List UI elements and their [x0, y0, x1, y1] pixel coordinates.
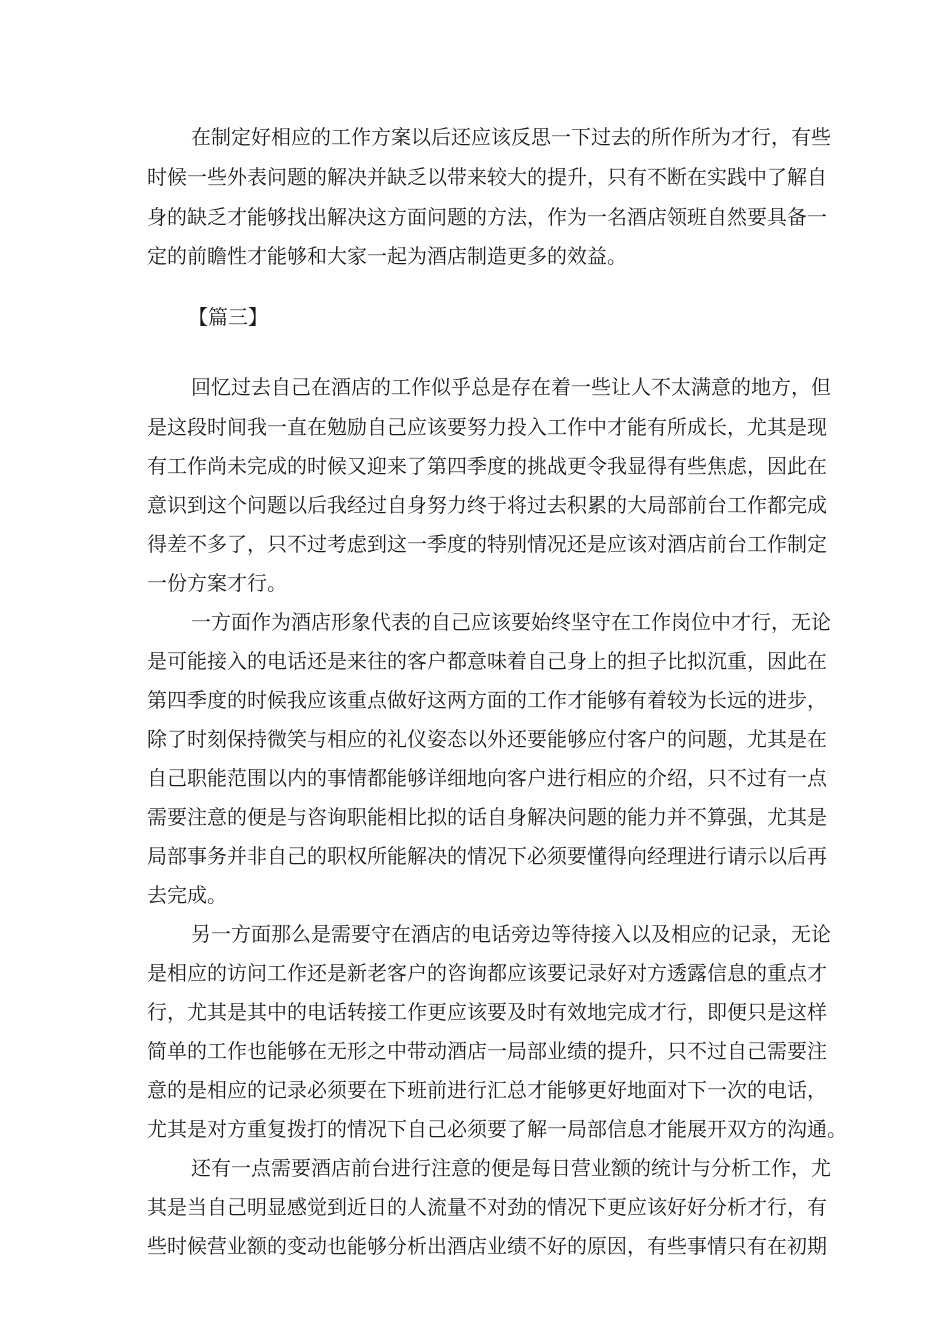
paragraph-5-line-2: 其是当自己明显感觉到近日的人流量不对劲的情况下更应该好好分析才行，有	[147, 1195, 827, 1219]
paragraph-3-line-7: 局部事务并非自己的职权所能解决的情况下必须要懂得向经理进行请示以后再	[147, 844, 827, 868]
paragraph-3-line-6: 需要注意的便是与咨询职能相比拟的话自身解决问题的能力并不算强，尤其是	[147, 805, 827, 829]
paragraph-3-line-3: 第四季度的时候我应该重点做好这两方面的工作才能够有着较为长远的进步，	[147, 688, 827, 712]
paragraph-4-line-1: 另一方面那么是需要守在酒店的电话旁边等待接入以及相应的记录，无论	[191, 922, 831, 946]
paragraph-1-line-3: 身的缺乏才能够找出解决这方面问题的方法，作为一名酒店领班自然要具备一	[147, 205, 827, 229]
paragraph-2-line-2: 是这段时间我一直在勉励自己应该要努力投入工作中才能有所成长，尤其是现	[147, 415, 827, 439]
paragraph-3-line-5: 自己职能范围以内的事情都能够详细地向客户进行相应的介绍，只不过有一点	[147, 766, 827, 790]
paragraph-3-line-1: 一方面作为酒店形象代表的自己应该要始终坚守在工作岗位中才行，无论	[191, 610, 831, 634]
paragraph-5-line-3: 些时候营业额的变动也能够分析出酒店业绩不好的原因，有些事情只有在初期	[147, 1234, 827, 1258]
paragraph-2-line-6: 一份方案才行。	[147, 571, 287, 595]
section-heading: 【篇三】	[188, 305, 268, 329]
paragraph-4-line-6: 尤其是对方重复拨打的情况下自己必须要了解一局部信息才能展开双方的沟通。	[147, 1117, 847, 1141]
paragraph-1-line-2: 时候一些外表问题的解决并缺乏以带来较大的提升，只有不断在实践中了解自	[147, 165, 827, 189]
paragraph-3-line-2: 是可能接入的电话还是来往的客户都意味着自己身上的担子比拟沉重，因此在	[147, 649, 827, 673]
paragraph-4-line-4: 简单的工作也能够在无形之中带动酒店一局部业绩的提升，只不过自己需要注	[147, 1039, 827, 1063]
paragraph-2-line-3: 有工作尚未完成的时候又迎来了第四季度的挑战更令我显得有些焦虑，因此在	[147, 454, 827, 478]
paragraph-3-line-4: 除了时刻保持微笑与相应的礼仪姿态以外还要能够应付客户的问题，尤其是在	[147, 727, 827, 751]
paragraph-3-line-8: 去完成。	[147, 883, 227, 907]
paragraph-1-line-1: 在制定好相应的工作方案以后还应该反思一下过去的所作所为才行，有些	[191, 125, 831, 149]
paragraph-4-line-5: 意的是相应的记录必须要在下班前进行汇总才能够更好地面对下一次的电话，	[147, 1078, 827, 1102]
paragraph-1-line-4: 定的前瞻性才能够和大家一起为酒店制造更多的效益。	[147, 244, 627, 268]
paragraph-2-line-5: 得差不多了，只不过考虑到这一季度的特别情况还是应该对酒店前台工作制定	[147, 532, 827, 556]
paragraph-2-line-4: 意识到这个问题以后我经过自身努力终于将过去积累的大局部前台工作都完成	[147, 493, 827, 517]
paragraph-2-line-1: 回忆过去自己在酒店的工作似乎总是存在着一些让人不太满意的地方，但	[191, 375, 831, 399]
paragraph-4-line-2: 是相应的访问工作还是新老客户的咨询都应该要记录好对方透露信息的重点才	[147, 961, 827, 985]
paragraph-5-line-1: 还有一点需要酒店前台进行注意的便是每日营业额的统计与分析工作，尤	[191, 1156, 831, 1180]
paragraph-4-line-3: 行，尤其是其中的电话转接工作更应该要及时有效地完成才行，即便只是这样	[147, 1000, 827, 1024]
